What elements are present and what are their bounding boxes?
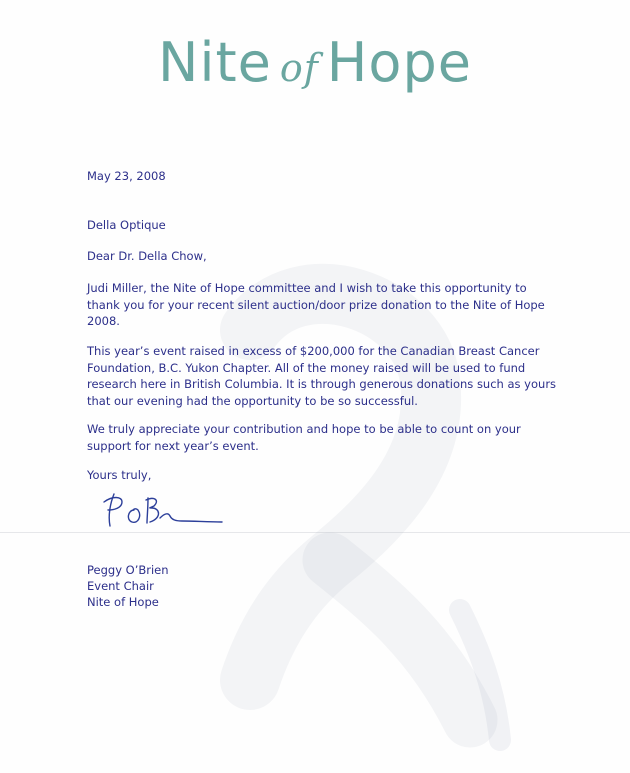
paper-fold-line <box>0 532 630 533</box>
logo-word-hope: Hope <box>326 31 472 94</box>
letter-salutation: Dear Dr. Della Chow, <box>87 249 207 263</box>
signer-name: Peggy O’Brien <box>87 563 169 577</box>
logo-word-of: of <box>279 46 319 90</box>
handwritten-signature <box>98 488 228 533</box>
letter-date: May 23, 2008 <box>87 169 166 183</box>
signer-organization: Nite of Hope <box>87 595 159 609</box>
logo-word-nite: Nite <box>158 31 272 94</box>
signer-title: Event Chair <box>87 579 154 593</box>
letter-recipient: Della Optique <box>87 218 166 232</box>
letter-closing: Yours truly, <box>87 468 152 482</box>
signature-block <box>87 562 169 610</box>
letter-paragraph-3: We truly appreciate your contribution and hope to be able to count on your support for next year’s event. <box>87 422 521 453</box>
letterhead-logo <box>0 30 630 101</box>
letter-paragraph-1: Judi Miller, the Nite of Hope committee and I wish to take this opportunity to thank you for your recent silent auction/door prize donation to the Nite of Hope 2008. <box>87 281 545 328</box>
letter-paragraph-2: This year’s event raised in excess of $200,000 for the Canadian Breast Cancer Foundation, B.C. Yukon Chapter. All of the money raised will be used to fund research here in British Columbia. It is through generous donations such as yours that our evening had the opportunity to be so successful. <box>87 344 557 408</box>
